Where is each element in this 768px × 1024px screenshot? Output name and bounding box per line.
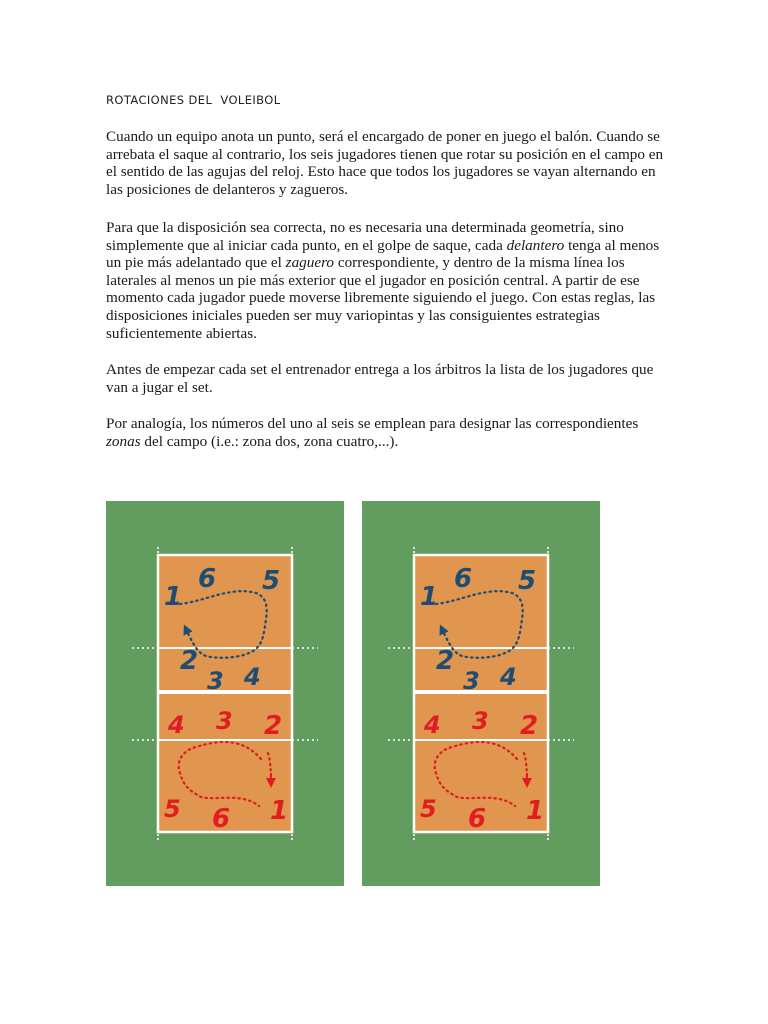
player-number-top: 3 xyxy=(207,667,224,695)
paragraph-position-rule xyxy=(106,219,666,342)
paragraph-text: tenga al menos un pie más adelantado que el xyxy=(106,236,660,272)
player-number-bottom: 1 xyxy=(526,796,545,826)
player-number-top: 3 xyxy=(463,667,480,695)
player-number-top: 2 xyxy=(436,646,455,676)
player-number-top: 1 xyxy=(164,582,183,612)
court-svg xyxy=(106,501,344,886)
player-number-top: 5 xyxy=(262,566,281,596)
court-diagram-left xyxy=(106,501,344,886)
emphasis-delantero: delantero xyxy=(506,236,565,254)
page-title: ROTACIONES DEL VOLEIBOL xyxy=(106,93,281,107)
paragraph-lineup xyxy=(106,361,666,396)
player-number-bottom: 6 xyxy=(212,804,231,834)
player-number-bottom: 1 xyxy=(270,796,289,826)
paragraph-text: Cuando un equipo anota un punto, será el encargado de poner en juego el balón. Cuando se arrebata el saque al contrario, los seis jugadores tienen que rotar su posición en el campo en el sentido de las agujas del reloj. Esto hace que todos los jugadores se vayan alternando en las posiciones de delanteros y zagueros. xyxy=(106,128,664,198)
player-number-top: 6 xyxy=(198,564,217,594)
player-number-bottom: 6 xyxy=(468,804,487,834)
paragraph-text: Por analogía, los números del uno al seis se emplean para designar las correspondientes xyxy=(106,415,639,432)
player-number-bottom: 3 xyxy=(472,707,489,735)
player-number-bottom: 4 xyxy=(168,711,185,739)
player-number-bottom: 5 xyxy=(420,795,437,823)
player-number-top: 1 xyxy=(420,582,439,612)
player-number-bottom: 2 xyxy=(264,711,283,741)
paragraph-text: Antes de empezar cada set el entrenador entrega a los árbitros la lista de los jugadores que van a jugar el set. xyxy=(106,361,654,396)
paragraph-rotation-rule xyxy=(106,128,666,198)
player-number-top: 4 xyxy=(244,663,261,691)
court-svg xyxy=(362,501,600,886)
paragraph-text: Para que la disposición sea correcta, no es necesaria una determinada geometría, sino simplemente que al iniciar cada punto, en el golpe de saque, cada xyxy=(106,219,624,254)
player-number-bottom: 5 xyxy=(164,795,181,823)
emphasis-zonas: zonas xyxy=(106,432,141,450)
player-number-bottom: 4 xyxy=(424,711,441,739)
paragraph-text: correspondiente, y dentro de la misma línea los laterales al menos un pie más exterior que el jugador en posición central. A partir de ese momento cada jugador puede moverse libremente siguiendo el juego. Con estas reglas, las disposiciones iniciales pueden ser muy variopintas y las consiguientes estrategias suficientemente abiertas. xyxy=(106,254,656,342)
court-diagram-right xyxy=(362,501,600,886)
player-number-bottom: 3 xyxy=(216,707,233,735)
player-number-top: 6 xyxy=(454,564,473,594)
emphasis-zaguero: zaguero xyxy=(285,254,335,272)
paragraph-zones xyxy=(106,415,666,450)
player-number-bottom: 2 xyxy=(520,711,539,741)
player-number-top: 4 xyxy=(500,663,517,691)
player-number-top: 5 xyxy=(518,566,537,596)
player-number-top: 2 xyxy=(180,646,199,676)
paragraph-text: del campo (i.e.: zona dos, zona cuatro,...). xyxy=(140,432,399,450)
